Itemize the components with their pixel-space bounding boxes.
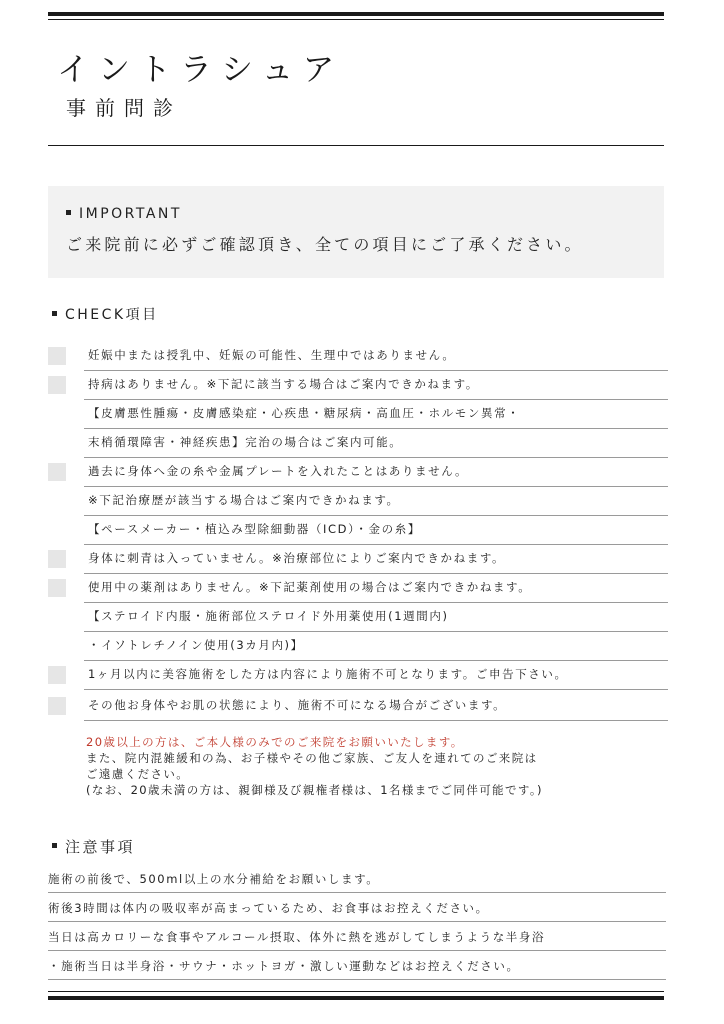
caution-row xyxy=(48,951,666,980)
check-item-text: 末梢循環障害・神経疾患】完治の場合はご案内可能。 xyxy=(88,435,403,449)
checkbox[interactable] xyxy=(48,347,66,365)
check-item-text: 【ペースメーカー・植込み型除細動器（ICD）・金の糸】 xyxy=(88,522,421,536)
bottom-rule-thin xyxy=(48,991,664,992)
age-note-line: (なお、20歳未満の方は、親御様及び親権者様は、1名様までご同伴可能です。) xyxy=(86,783,543,797)
header-divider xyxy=(48,145,664,146)
check-subrow xyxy=(48,487,668,516)
caution-heading-label: 注意事項 xyxy=(65,838,136,856)
check-item-text: ・イソトレチノイン使用(3カ月内)】 xyxy=(88,638,304,652)
important-text: ご来院前に必ずご確認頂き、全ての項目にご了承ください。 xyxy=(66,235,584,254)
check-row xyxy=(48,458,668,487)
caution-heading xyxy=(52,836,135,857)
check-item-text: 【ステロイド内服・施術部位ステロイド外用薬使用(1週間内) xyxy=(88,609,449,623)
top-rule-thick xyxy=(48,12,664,16)
caution-row xyxy=(48,893,666,922)
check-subrow xyxy=(48,516,668,545)
check-row xyxy=(48,661,668,690)
check-heading xyxy=(52,304,159,324)
caution-item-text: ・施術当日は半身浴・サウナ・ホットヨガ・激しい運動などはお控えください。 xyxy=(48,959,520,973)
caution-item-text: 施術の前後で、500ml以上の水分補給をお願いします。 xyxy=(48,872,380,886)
check-row xyxy=(48,545,668,574)
check-row xyxy=(48,371,668,400)
caution-row xyxy=(48,922,666,951)
check-item-text: 【皮膚悪性腫瘍・皮膚感染症・心疾患・糖尿病・高血圧・ホルモン異常・ xyxy=(88,406,521,420)
check-row xyxy=(48,342,668,371)
page-title: イントラシュア xyxy=(57,50,344,88)
check-subrow xyxy=(48,400,668,429)
page-subtitle: 事前問診 xyxy=(66,96,182,120)
check-subrow xyxy=(48,429,668,458)
caution-item-text: 当日は高カロリーな食事やアルコール摂取、体外に熱を逃がしてしまうような半身浴 xyxy=(48,930,546,944)
check-item-text: 妊娠中または授乳中、妊娠の可能性、生理中ではありません。 xyxy=(88,348,456,362)
check-subrow xyxy=(48,632,668,661)
check-row xyxy=(48,574,668,603)
check-heading-label: CHECK項目 xyxy=(65,307,159,323)
check-item-text: 持病はありません。※下記に該当する場合はご案内できかねます。 xyxy=(88,377,479,391)
check-item-text: その他お身体やお肌の状態により、施術不可になる場合がございます。 xyxy=(88,698,507,712)
check-item-text: 身体に刺青は入っていません。※治療部位によりご案内できかねます。 xyxy=(88,551,506,565)
bullet-icon xyxy=(52,311,57,316)
caution-row xyxy=(48,864,666,893)
checkbox[interactable] xyxy=(48,697,66,715)
bottom-rule-thick xyxy=(48,996,664,1000)
checkbox[interactable] xyxy=(48,550,66,568)
checkbox[interactable] xyxy=(48,579,66,597)
check-subrow xyxy=(48,603,668,632)
important-box xyxy=(48,186,664,278)
check-item-text: 1ヶ月以内に美容施術をした方は内容により施術不可となります。ご申告下さい。 xyxy=(88,667,568,681)
check-row xyxy=(48,692,668,721)
age-note-line: ご遠慮ください。 xyxy=(86,767,190,781)
checkbox[interactable] xyxy=(48,463,66,481)
top-rule-thin xyxy=(48,19,664,20)
checkbox[interactable] xyxy=(48,376,66,394)
age-note-line: また、院内混雑緩和の為、お子様やその他ご家族、ご友人を連れてのご来院は xyxy=(86,751,538,765)
checkbox[interactable] xyxy=(48,666,66,684)
check-item-text: 過去に身体へ金の糸や金属プレートを入れたことはありません。 xyxy=(88,464,469,478)
check-item-text: 使用中の薬剤はありません。※下記薬剤使用の場合はご案内できかねます。 xyxy=(88,580,532,594)
check-item-text: ※下記治療歴が該当する場合はご案内できかねます。 xyxy=(88,493,400,507)
bullet-icon xyxy=(66,210,71,215)
age-note xyxy=(86,734,543,798)
important-label: IMPORTANT xyxy=(79,206,182,222)
bullet-icon xyxy=(52,843,57,848)
age-note-red: 20歳以上の方は、ご本人様のみでのご来院をお願いいたします。 xyxy=(86,735,464,749)
caution-item-text: 術後3時間は体内の吸収率が高まっているため、お食事はお控えください。 xyxy=(48,901,489,915)
